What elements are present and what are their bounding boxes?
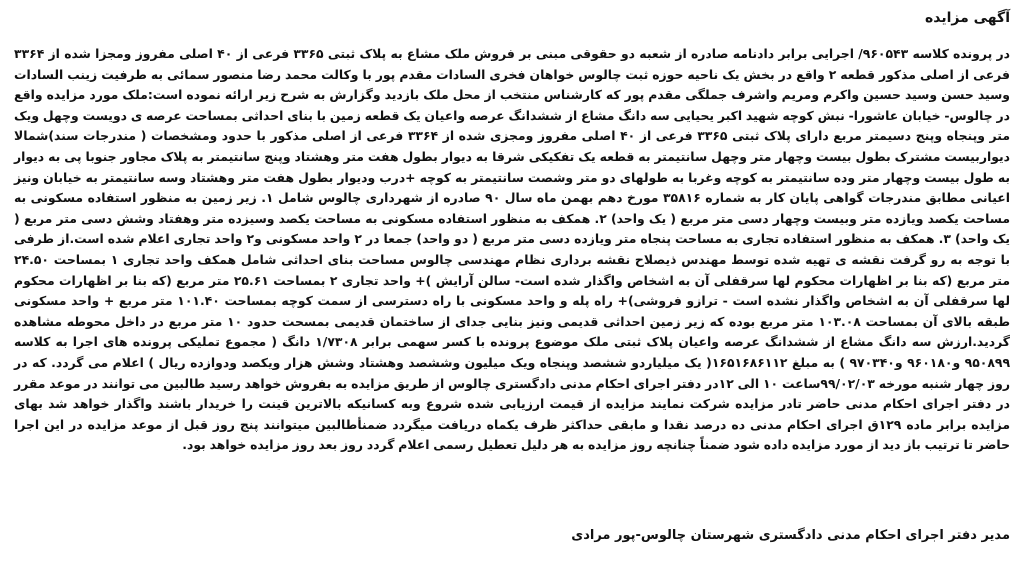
notice-signature: مدیر دفتر اجرای احکام مدنی دادگستری شهرستان چالوس-پور مرادی: [571, 528, 1010, 543]
notice-title: آگهی مزایده: [924, 10, 1010, 26]
notice-body: در پرونده کلاسه ۹۶۰۵۴۳/ اجرایی برابر دادنامه صادره از شعبه دو حقوقی مبنی بر فروش ملک مشاع به پلاک ثبتی ۳۳۶۵ فرعی از ۴۰ اصلی مفروز ومجزا شده از ۳۳۶۴ فرعی از اصلی مذکور قطعه ۲ واقع در بخش یک ناحیه حوزه ثبت چالوس خواهان فخری السادات مقدم پور با وکالت محمد رضا منصور سمائی به طرفیت زینب السادات وسید حسن وسید حسین واکرم ومریم واشرف جملگی مقدم پور که کارشناس منتخب از محل ملک بازدید وگزارش به شرح زیر ارائه نموده است:ملک مورد مزایده واقع در چالوس- خیابان عاشورا- نبش کوچه شهید اکبر یحیایی سه دانگ مشاع از ششدانگ عرصه واعیان یک قطعه زمین با بنای احداثی بمساحت عرصه ی دویست وچهل ویک متر وپنجاه وپنج دسیمتر مربع دارای پلاک ثبتی ۳۳۶۵ فرعی از ۴۰ اصلی مفروز ومجزی شده از ۳۳۶۴ فرعی از اصلی مذکور با حدود ومشخصات ( مندرجات سند)شمالا دیواربیست مشترک بطول بیست وچهار متر وچهل سانتیمتر به قطعه یک تفکیکی شرقا به دیوار بطول هفت متر وهشتاد وپنج سانتیمتر به پلاک مجاور جنوبا پی به دیوار به طول بیست وچهار متر وده سانتیمتر به کوچه وغربا به طولهای دو متر وشصت سانتیمتر به کوچه +درب ودیوار بطول هفت متر وهشتاد وسه سانتیمتر به خیابان ونیز اعیانی مطابق مندرجات گواهی پایان کار به شماره ۳۵۸۱۶ مورخ دهم بهمن ماه سال ۹۰ صادره از شهرداری چالوس شامل ۱. زیر زمین به منظور استفاده مسکونی به مساحت یکصد ویازده متر وبیست وچهار دسی متر مربع ( یک واحد) ۲. همکف به منظور استفاده مسکونی به مساحت یکصد وسیزده متر وهفتاد وشش دسی متر مربع ( یک واحد) ۳. همکف به منظور استفاده تجاری به مساحت پنجاه متر ویازده دسی متر مربع ( دو واحد) جمعا در ۲ واحد مسکونی و۲ واحد تجاری اعلام شده است.از طرفی با توجه به رو گرفت نقشه ی تهیه شده توسط مهندس ذیصلاح نقشه برداری نظام مهندسی چالوس مساحت بنای احداثی شامل همکف واحد تجاری ۱ بمساحت ۲۴.۵۰ متر مربع (که بنا بر اظهارات محکوم لها سرقفلی آن به اشخاص واگذار شده است- سالن آرایش )+ واحد تجاری ۲ بمساحت ۲۵.۶۱ متر مربع (که بنا بر اظهارات محکوم لها سرقفلی آن به اشخاص واگذار نشده است - ترازو فروشی)+ راه پله و واحد مسکونی با راه دسترسی از سمت کوچه بمساحت ۱۰۱.۴۰ متر مربع + واحد مسکونی طبقه بالای آن بمساحت ۱۰۳.۰۸ متر مربع بوده که زیر زمین احداثی قدیمی ونیز بنایی جدای از ساختمان قدیمی بمسحت حدود ۱۰ متر مربع در داخل محوطه مشاهده گردید.ارزش سه دانگ مشاع از ششدانگ عرصه واعیان پلاک ثبتی ملک موضوع پرونده با کسر سهمی برابر ۱/۷۳۰۸ دانگ ( مجموع تملیکی پرونده های اجرا به کلاسه ۹۵۰۸۹۹ و۹۶۰۱۸۰ و۹۷۰۳۴۰ ) به مبلغ ۱۶۵۱۶۸۶۱۱۲( یک میلیاردو ششصد وپنجاه ویک میلیون وششصد وهشتاد وشش هزار ویکصد ودوازده ریال ) اعلام می گردد. که در روز چهار شنبه مورخه ۹۹/۰۲/۰۳ساعت ۱۰ الی ۱۲در دفتر اجرای احکام مدنی دادگستری چالوس از طریق مزایده به بفروش خواهد رسید طالبین می توانند در موعد مقرر در دفتر اجرای احکام مدنی حاضر تادر مزایده شرکت نمایند مزایده از قیمت ارزیابی شده شروع وبه کسانیکه بالاترین قینت را خریدار باشند واگذار خواهد شد بهای مزایده برابر ماده ۱۲۹ق اجرای احکام مدنی ده درصد نقدا و مابقی حداکثر ظرف یکماه دریافت میگردد ضمنأطالبین میتوانند پنج روز قبل از موعد مزایده در این اجرا حاضر تا ترتیب باز دید از مورد مزایده داده شود ضمناً چنانچه روز مزایده به هر دلیل تعطیل رسمی اعلام گردد روز بعد روز مزایده خواهد بود.: [14, 46, 1011, 453]
